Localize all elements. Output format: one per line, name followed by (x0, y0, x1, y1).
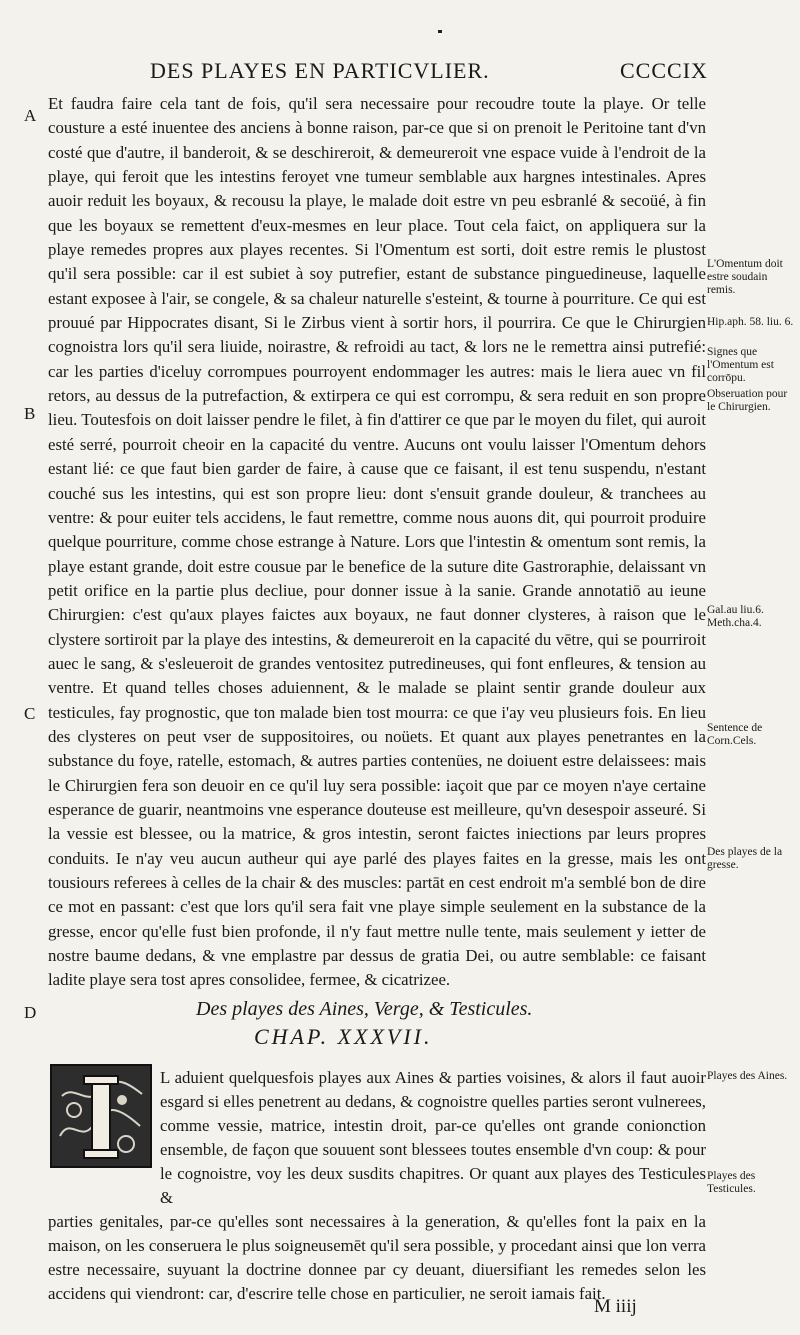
side-note-celsus: Sentence de Corn.Cels. (707, 722, 763, 747)
margin-letter-c: C (24, 704, 36, 723)
side-note-testicules: Playes des Testicules. (707, 1170, 756, 1195)
side-note-omentum: L'Omentum doit estre soudain remis. (707, 258, 783, 296)
side-note-galen: Gal.au liu.6. Meth.cha.4. (707, 604, 764, 629)
decorated-initial (50, 1064, 152, 1168)
ink-speck (438, 30, 442, 33)
body-text-block (48, 92, 706, 993)
folio-number: CCCCIX (620, 58, 708, 83)
margin-letter-d: D (24, 1003, 37, 1022)
running-title: DES PLAYES EN PARTICVLIER. (150, 58, 490, 83)
signature-mark: M iiij (594, 1296, 637, 1317)
margin-letter-a: A (24, 106, 37, 125)
margin-letter-b: B (24, 404, 36, 423)
body-paragraph: Et faudra faire cela tant de fois, qu'il sera necessaire pour recoudre toute la playe. Or telle cousture a esté inuentee des anciens à bonne raison, par-ce que si on prenoit le Peritoine tant d'vn costé que d'autre, il banderoit, & se deschireroit, & demeureroit vne espace vuide à l'endroit de la playe, qui feroit que les intestins feroyet vne tumeur semblable aux hargnes intestinales. Apres auoir reduit les boyaux, & recousu la playe, le malade doit estre vn peu esbranlé & secoüé, à fin que les boyaux se remettent d'eux-mesmes en leur place. Tout cela faict, on appliquera sur la playe remedes propres aux playes recentes. Si l'Omentum est sorti, doit estre remis le plustost qu'il sera possible: car il est subiet à soy putrefier, estant de substance pinguedineuse, laquelle estant exposee à l'air, se congele, & sa chaleur naturelle s'esteint, & tourne à pourriture. Ce qui est prouué par Hippocrates disant, Si le Zirbus vient à sortir hors, il pourrira. Ce que le Chirurgien cognoistra lors qu'il sera liuide, noirastre, & refroidi au tact, & lors ne le remettra ainsi putrefié: car les parties d'iceluy corrompues pourroyent endommager les autres: mais le liera auec vn fil retors, au dessus de la putrefaction, & extirpera ce qui est corrompu, & sera reduit en son propre lieu. Toutesfois on doit laisser pendre le filet, à fin d'attirer ce que par le moyen du filet, qui auroit esté serré, pourroit cheoir en la capacité du ventre. Aucuns ont voulu laisser l'Omentum dehors estant lié: ce que faut bien garder de faire, à cause que ce faisant, il est tenu suspendu, n'estant couché sus les intestins, qui est son propre lieu: dont s'ensuit grande douleur, & tranchees au ventre: & pour euiter tels accidens, le faut remettre, comme nous auons dit, qui pourroit produire quelque pourriture, comme chose estrange à Nature. Lors que l'intestin & omentum sont remis, la playe estant grande, doit estre cousue par le benefice de la suture dite Gastroraphie, delaissant vn petit orifice en la partie plus decliue, pour donner issue à la sanie. Grande annotatiō au ieune Chirurgien: c'est qu'aux playes faictes aux boyaux, ne faut donner clysteres, à raison que le clystere sortiroit par la playe des intestins, & demeureroit en la capacité du vētre, qui se pourriroit auec le sang, & s'esleueroit de grandes ventositez putredineuses, qui font enfleures, & tension au ventre. Et quand telles choses aduiennent, & le malade se plaint sentir grande douleur aux testicules, fay prognostic, que ton malade bien tost mourra: ce que i'ay veu plusieurs fois. En lieu des clysteres on peut vser de suppositoires, ou noüets. Et quant aux playes penetrantes en la substance du foye, ratelle, estomach, & autres parties contenües, ne doiuent estre delaissees: mais le Chirurgien fera son deuoir en ce qu'il luy sera possible: iaçoit que par ce moyen n'aye certaine esperance de guarir, neantmoins vne esperance douteuse est meilleure, qu'vn desespoir asseuré. Si la vessie est blessee, ou la matrice, & gros intestin, seront faictes iniections par leurs propres conduits. Ie n'ay veu aucun autheur qui aye parlé des playes faites en la gresse, mais les ont tousiours referees à celles de la chair & des muscles: partāt en cest endroit m'a semblé bon de dire ce mot en passant: c'est que lors qu'il sera fait vne playe simple seulement en la substance de la gresse, encor qu'elle fust bien profonde, il n'y faut mettre nulle tente, mais seulement y ietter de nostre baume dedans, & vne emplastre par dessus de gratia Dei, ou autre semblable: ce faisant ladite playe sera tost apres consolidee, fermee, & cicatrizee. (48, 94, 706, 990)
chapter-text-rest: parties genitales, par-ce qu'elles sont necessaires à la generation, & qu'elles font la paix en la maison, on les conseruera le plus soigneusemēt qu'il sera possible, y procedant ainsi que lon verra estre necessaire, suyuant la doctrine donnee par cy deuant, diuersifiant les remedes selon les accidens qui viendront: car, d'escrire telle chose en particulier, ne seroit iamais fait. (48, 1212, 706, 1303)
side-note-hippocrates: Hip.aph. 58. liu. 6. (707, 316, 794, 328)
chapter-number: CHAP. XXXVII. (254, 1024, 433, 1049)
side-note-aines: Playes des Aines. (707, 1070, 788, 1082)
ornament-initial-icon (52, 1066, 150, 1166)
side-note-gresse: Des playes de la gresse. (707, 846, 783, 871)
side-note-signes: Signes que l'Omentum est corrōpu. (707, 346, 774, 384)
chapter-text-first: L aduient quelquesfois playes aux Aines & parties voisines, & alors il faut auoir esgard si elles penetrent au dedans, & cognoistre quelles parties seront vulnerees, comme vessie, matrice, intestin droit, par-ce qu'elles ont grande conionction ensemble, de façon que souuent sont blessees toutes ensemble d'vn coup: & pour le cognoistre, voy les deux susdits chapitres. Or quant aux playes des Testicules & (160, 1068, 706, 1207)
chapter-title: Des playes des Aines, Verge, & Testicules. (196, 998, 533, 1020)
side-note-obseruation: Obseruation pour le Chirurgien. (707, 388, 788, 413)
